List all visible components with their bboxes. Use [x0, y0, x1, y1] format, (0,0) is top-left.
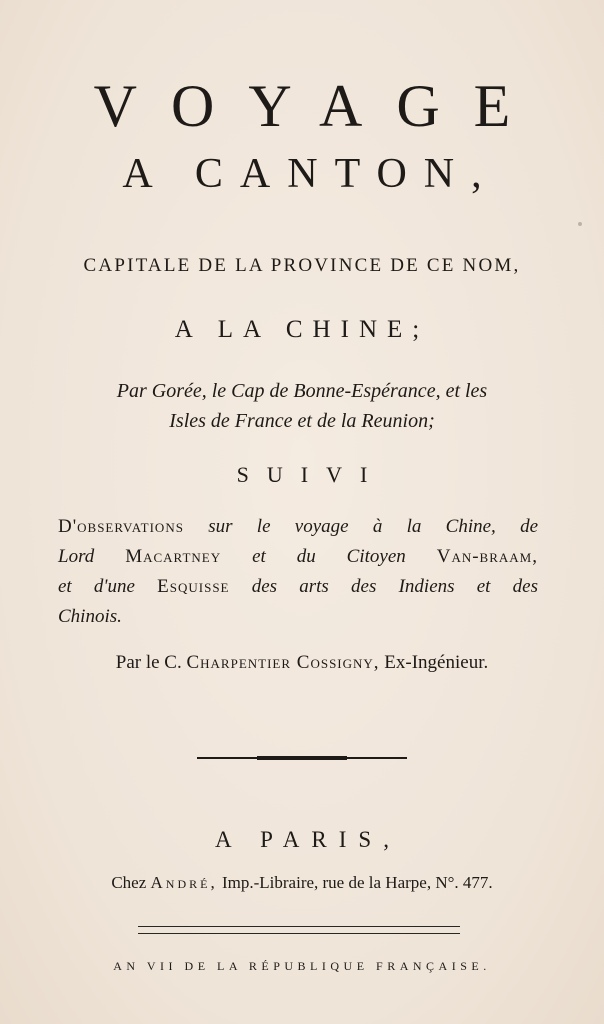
et-dune-text: et d'une — [58, 576, 135, 597]
author-line — [0, 652, 604, 674]
publisher-name: André, — [150, 873, 218, 892]
title-a-canton: A CANTON, — [122, 151, 499, 197]
route-line-2: Isles de France et de la Reunion; — [169, 410, 435, 432]
observations-line-4: Chinois. — [58, 606, 122, 627]
van-braam-name: Van-braam, — [436, 546, 538, 567]
lord-text: Lord — [58, 546, 95, 567]
rule-center-thick — [257, 756, 347, 760]
observations-line-3 — [58, 572, 538, 602]
author-suffix: Ex-Ingénieur. — [384, 652, 489, 673]
publisher-address: Imp.-Libraire, rue de la Harpe, N°. 477. — [221, 873, 493, 892]
double-rule — [138, 926, 460, 934]
title-capitale: CAPITALE DE LA PROVINCE DE CE NOM, — [83, 255, 521, 276]
observations-paragraph — [58, 512, 538, 632]
author-prefix: Par le C. — [115, 652, 182, 673]
observations-text: sur le voyage à la Chine, de — [208, 516, 539, 537]
author-name: Charpentier Cossigny, — [186, 652, 380, 673]
place-of-publication: A PARIS, — [215, 827, 401, 852]
route-line-1: Par Gorée, le Cap de Bonne-Espérance, et les — [116, 380, 488, 402]
observations-line-1 — [58, 512, 538, 542]
suivi-heading: SUIVI — [236, 462, 386, 487]
observations-line-2 — [58, 542, 538, 572]
arts-text: des arts des Indiens et des — [251, 576, 538, 597]
publisher-line — [0, 873, 604, 893]
publisher-prefix: Chez — [111, 873, 147, 892]
title-a-la-chine: A LA CHINE; — [174, 316, 430, 343]
observations-word: D'observations — [58, 516, 184, 537]
paper-speck — [578, 222, 582, 226]
esquisse-word: Esquisse — [157, 576, 230, 597]
ornamental-rule — [197, 757, 407, 760]
date-line: AN VII DE LA RÉPUBLIQUE FRANÇAISE. — [113, 959, 491, 973]
citoyen-text: et du Citoyen — [252, 546, 406, 567]
macartney-name: Macartney — [125, 546, 222, 567]
title-voyage: VOYAGE — [93, 73, 545, 139]
